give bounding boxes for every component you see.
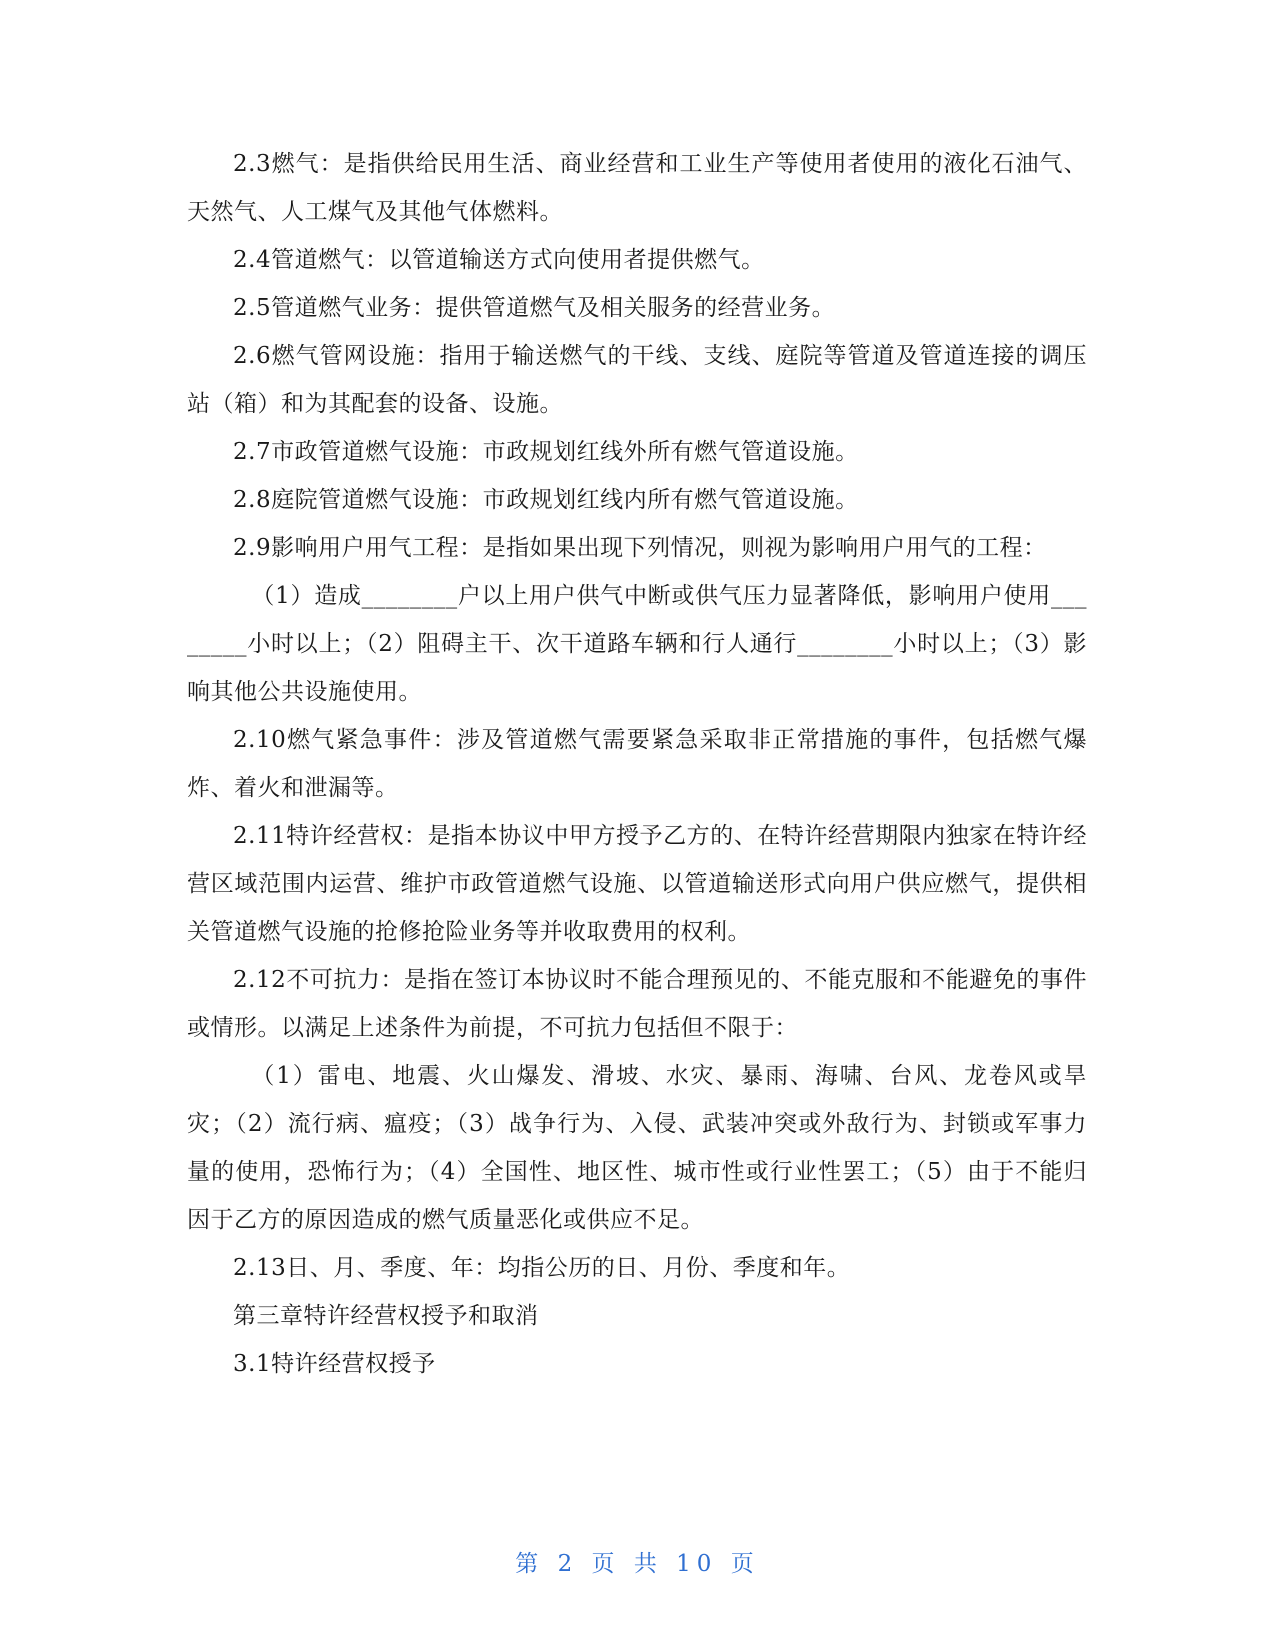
paragraph-2-7: 2.7市政管道燃气设施：市政规划红线外所有燃气管道设施。 xyxy=(233,439,859,465)
document-body xyxy=(187,140,1087,1388)
paragraph-2-12: 2.12不可抗力：是指在签订本协议时不能合理预见的、不能克服和不能避免的事件或情形。以满足上述条件为前提，不可抗力包括但不限于： xyxy=(187,967,1087,1041)
paragraph-2-8: 2.8庭院管道燃气设施：市政规划红线内所有燃气管道设施。 xyxy=(233,487,859,513)
paragraph-2-12-items: （1）雷电、地震、火山爆发、滑坡、水灾、暴雨、海啸、台风、龙卷风或旱灾；（2）流行病、瘟疫；（3）战争行为、入侵、武装冲突或外敌行为、封锁或军事力量的使用，恐怖行为；（4）全国性、地区性、城市性或行业性罢工；（5）由于不能归因于乙方的原因造成的燃气质量恶化或供应不足。 xyxy=(187,1063,1087,1233)
paragraph-2-9-items: （1）造成________户以上用户供气中断或供气压力显著降低，影响用户使用________小时以上；（2）阻碍主干、次干道路车辆和行人通行________小时以上；（3）影响其他公共设施使用。 xyxy=(187,583,1087,705)
paragraph-2-3: 2.3燃气：是指供给民用生活、商业经营和工业生产等使用者使用的液化石油气、天然气、人工煤气及其他气体燃料。 xyxy=(187,151,1087,225)
paragraph-2-5: 2.5管道燃气业务：提供管道燃气及相关服务的经营业务。 xyxy=(233,295,836,321)
paragraph-2-11: 2.11特许经营权：是指本协议中甲方授予乙方的、在特许经营期限内独家在特许经营区域范围内运营、维护市政管道燃气设施、以管道输送形式向用户供应燃气，提供相关管道燃气设施的抢修抢险业务等并收取费用的权利。 xyxy=(187,823,1087,945)
chapter-3-heading: 第三章特许经营权授予和取消 xyxy=(233,1303,539,1329)
section-3-1-heading: 3.1特许经营权授予 xyxy=(233,1351,436,1377)
paragraph-2-10: 2.10燃气紧急事件：涉及管道燃气需要紧急采取非正常措施的事件，包括燃气爆炸、着火和泄漏等。 xyxy=(187,727,1087,801)
paragraph-2-6: 2.6燃气管网设施：指用于输送燃气的干线、支线、庭院等管道及管道连接的调压站（箱）和为其配套的设备、设施。 xyxy=(187,343,1087,417)
paragraph-2-4: 2.4管道燃气：以管道输送方式向使用者提供燃气。 xyxy=(233,247,765,273)
paragraph-2-9: 2.9影响用户用气工程：是指如果出现下列情况，则视为影响用户用气的工程： xyxy=(233,535,1047,561)
paragraph-2-13: 2.13日、月、季度、年：均指公历的日、月份、季度和年。 xyxy=(233,1255,851,1281)
page-number-footer: 第 2 页 共 10 页 xyxy=(515,1551,760,1577)
